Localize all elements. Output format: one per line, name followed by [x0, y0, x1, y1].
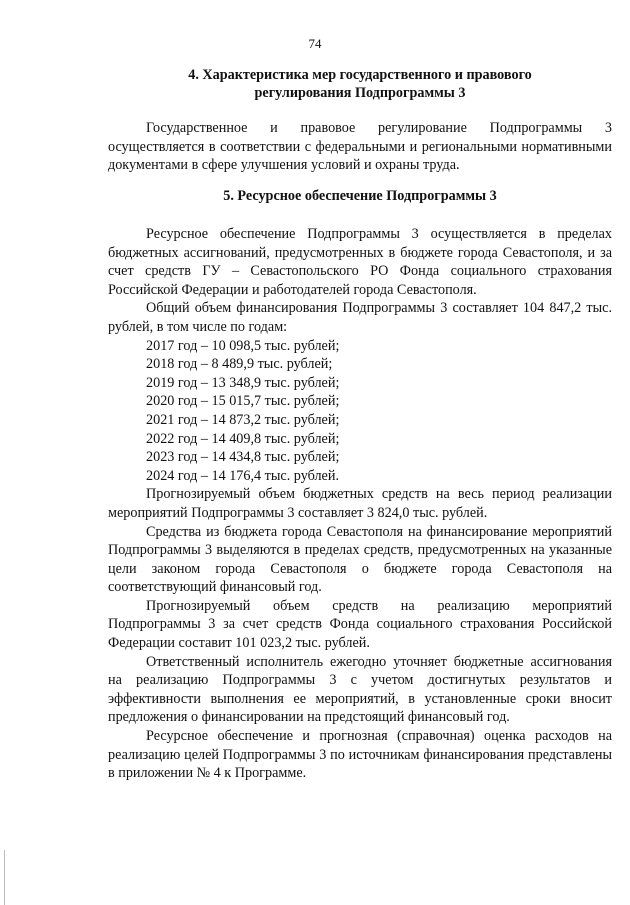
year-item: 2022 год – 14 409,8 тыс. рублей; — [146, 430, 340, 447]
section-4-body — [108, 119, 612, 175]
paragraph: Прогнозируемый объем бюджетных средств на весь период реализации мероприятий Подпрограммы 3 составляет 3 824,0 тыс. рублей. — [108, 486, 612, 521]
section-4-heading — [100, 66, 620, 102]
paragraph: Общий объем финансирования Подпрограммы 3 составляет 104 847,2 тыс. рублей, в том числе по годам: — [108, 300, 612, 335]
paragraph: Ресурсное обеспечение Подпрограммы 3 осуществляется в пределах бюджетных ассигнований, предусмотренных в бюджете города Севастополя, и за счет средств ГУ – Севастопольского РО Фонда социального страхования Российской Федерации и работодателей города Севастополя. — [108, 226, 612, 298]
section-5-heading: 5. Ресурсное обеспечение Подпрограммы 3 — [223, 188, 497, 204]
scan-edge-line — [4, 850, 5, 905]
section-4-title-line-1: 4. Характеристика мер государственного и правового — [188, 67, 532, 83]
page-number: 74 — [308, 36, 322, 51]
year-item: 2024 год – 14 176,4 тыс. рублей. — [146, 467, 339, 484]
section-4-paragraph: Государственное и правовое регулирование Подпрограммы 3 осуществляется в соответствии с федеральными и региональными нормативными документами в сфере улучшения условий и охраны труда. — [108, 120, 612, 174]
section-5-body — [108, 225, 612, 783]
year-item: 2023 год – 14 434,8 тыс. рублей; — [146, 449, 340, 466]
year-item: 2019 год – 13 348,9 тыс. рублей; — [146, 374, 340, 391]
paragraph: Ответственный исполнитель ежегодно уточняет бюджетные ассигнования на реализацию Подпрограммы 3 с учетом достигнутых результатов и эффективности выполнения ее мероприятий, в установленные сроки вносит предложения о финансировании на предстоящий финансовый год. — [108, 653, 612, 726]
year-item: 2018 год – 8 489,9 тыс. рублей; — [146, 356, 333, 373]
year-item: 2021 год – 14 873,2 тыс. рублей; — [146, 411, 340, 428]
year-item: 2017 год – 10 098,5 тыс. рублей; — [146, 337, 340, 354]
paragraph: Средства из бюджета города Севастополя на финансирование мероприятий Подпрограммы 3 выделяются в пределах средств, предусмотренных на указанные цели законом города Севастополя о бюджете города Севастополя на соответствующий финансовый год. — [108, 523, 612, 596]
year-item: 2020 год – 15 015,7 тыс. рублей; — [146, 393, 340, 410]
section-4-title-line-2: регулирования Подпрограммы 3 — [254, 85, 466, 101]
paragraph: Ресурсное обеспечение и прогнозная (справочная) оценка расходов на реализацию целей Подпрограммы 3 по источникам финансирования представлены в приложении № 4 к Программе. — [108, 728, 612, 782]
paragraph: Прогнозируемый объем средств на реализацию мероприятий Подпрограммы 3 за счет средств Фонда социального страхования Российской Федерации составит 101 023,2 тыс. рублей. — [108, 597, 612, 652]
